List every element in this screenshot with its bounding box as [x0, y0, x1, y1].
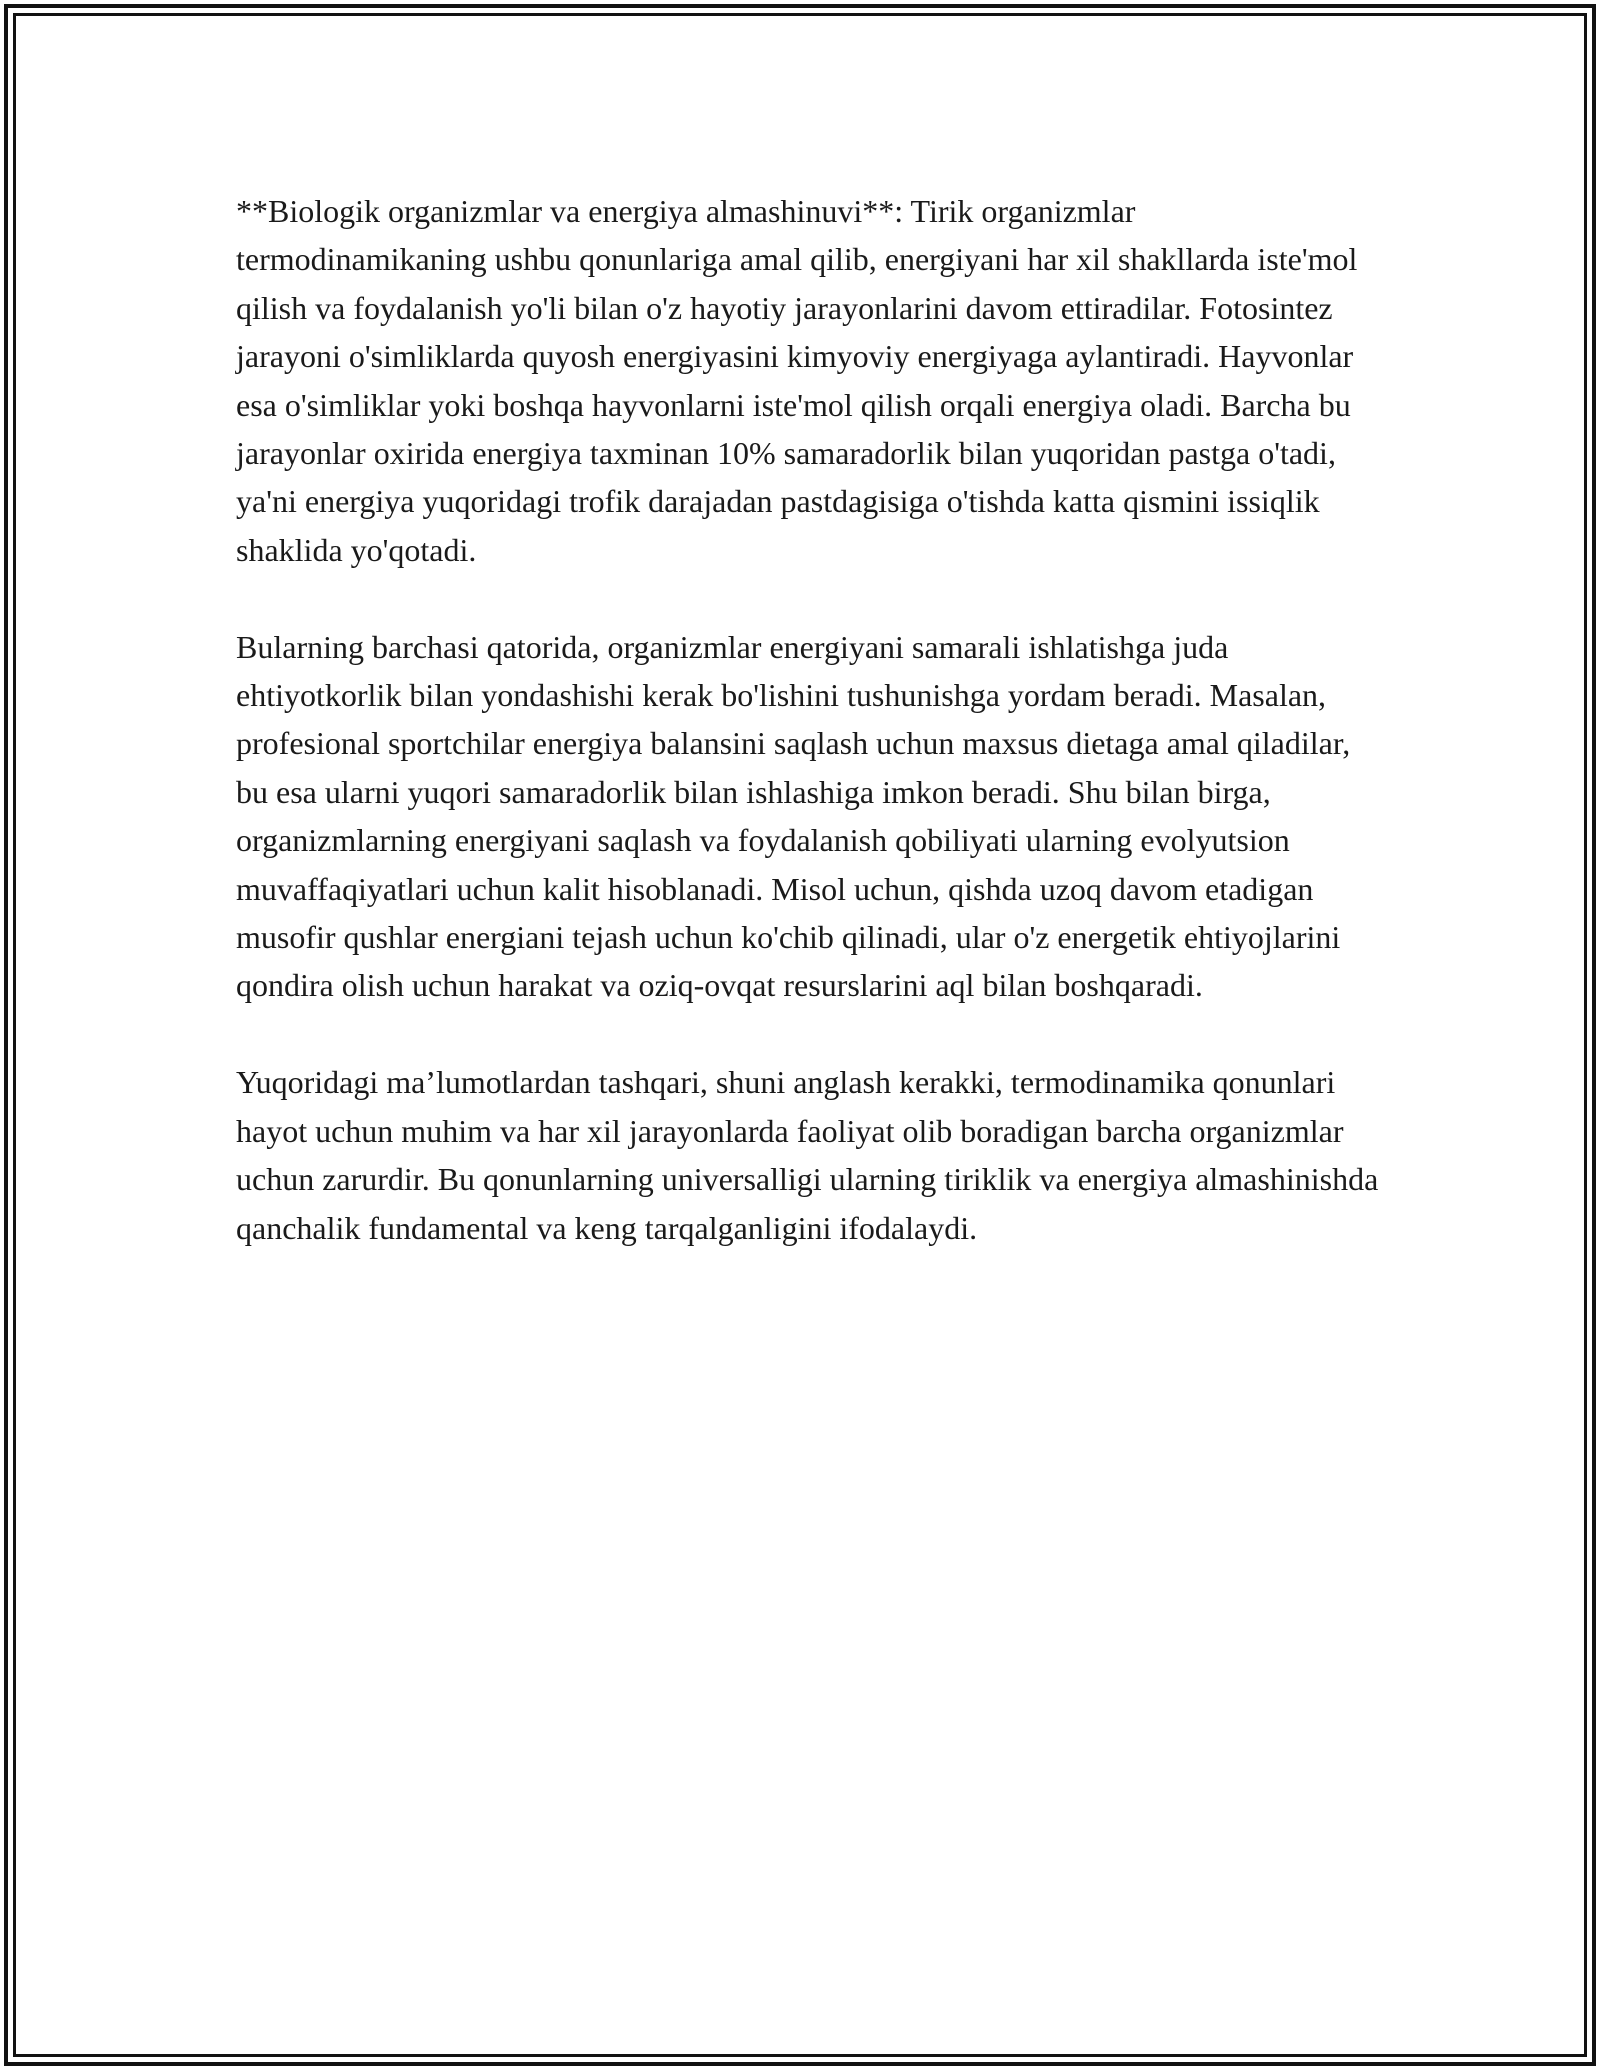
- paragraph-thermodynamics-laws: Yuqoridagi ma’lumotlardan tashqari, shuni anglash kerakki, termodinamika qonunlari hayot uchun muhim va har xil jarayonlarda faoliyat olib boradigan barcha organizmlar uchun zarurdir. Bu qonunlarning universalligi ularning tiriklik va energiya almashinishda qanchalik fundamental va keng tarqalganligini ifodalaydi.: [236, 1064, 1379, 1246]
- paragraph-energy-efficiency: Bularning barchasi qatorida, organizmlar energiyani samarali ishlatishga juda ehtiyotkorlik bilan yondashishi kerak bo'lishini tushunishga yordam beradi. Masalan, profesional sportchilar energiya balansini saqlash uchun maxsus dietaga amal qiladilar, bu esa ularni yuqori samaradorlik bilan ishlashiga imkon beradi. Shu bilan birga, organizmlarning energiyani saqlash va foydalanish qobiliyati ularning evolyutsion muvaffaqiyatlari uchun kalit hisoblanadi. Misol uchun, qishda uzoq davom etadigan musofir qushlar energiani tejash uchun ko'chib qilinadi, ular o'z energetik ehtiyojlarini qondira olish uchun harakat va oziq-ovqat resurslarini aql bilan boshqaradi.: [236, 628, 1351, 1004]
- paragraph-energy-exchange: **Biologik organizmlar va energiya almashinuvi**: Tirik organizmlar termodinamikaning ushbu qonunlariga amal qilib, energiyani har xil shakllarda iste'mol qilish va foydalanish yo'li bilan o'z hayotiy jarayonlarini davom ettiradilar. Fotosintez jarayoni o'simliklarda quyosh energiyasini kimyoviy energiyaga aylantiradi. Hayvonlar esa o'simliklar yoki boshqa hayvonlarni iste'mol qilish orqali energiya oladi. Barcha bu jarayonlar oxirida energiya taxminan 10% samaradorlik bilan yuqoridan pastga o'tadi, ya'ni energiya yuqoridagi trofik darajadan pastdagisiga o'tishda katta qismini issiqlik shaklida yo'qotadi.: [236, 193, 1358, 568]
- document-body: [236, 187, 1386, 1300]
